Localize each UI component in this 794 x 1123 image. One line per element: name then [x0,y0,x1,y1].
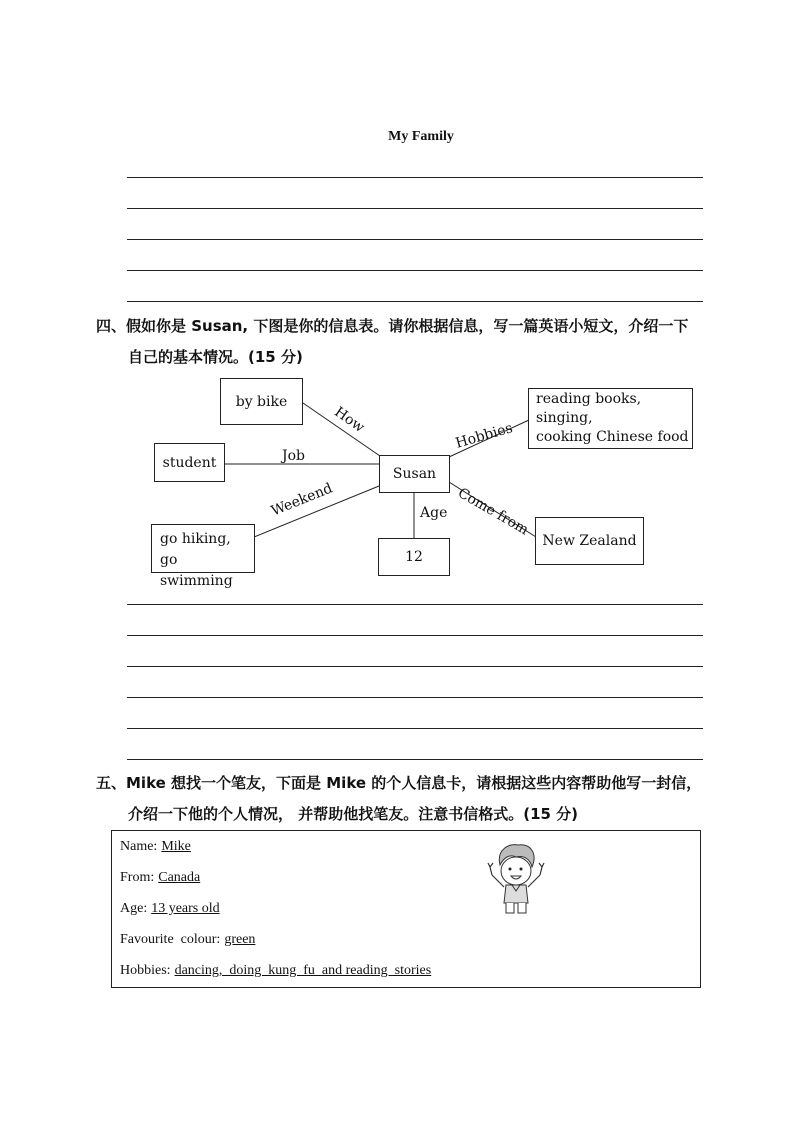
label-hobbies: Hobbies [453,420,515,452]
writing-line[interactable] [127,604,703,605]
node-hobbies [528,388,693,449]
question-4-line-2: 自己的基本情况。(15 分) [128,348,303,366]
label-how: How [331,404,368,436]
node-age-12: 12 [378,538,450,576]
cartoon-boy-illustration [486,841,546,915]
card-colour-row [120,932,255,948]
label-come-from: Come from [455,485,532,539]
question-5-line-2: 介绍一下他的个人情况， 并帮助他找笔友。注意书信格式。(15 分) [128,805,579,823]
card-age-label: Age: [120,901,148,916]
writing-line[interactable] [127,666,703,667]
label-weekend: Weekend [269,480,335,520]
writing-line[interactable] [127,697,703,698]
node-by-bike: by bike [220,378,303,425]
card-from-label: From: [120,870,155,885]
card-hobbies-row [120,963,431,979]
node-center-susan: Susan [379,455,450,493]
card-colour-value: green [224,932,256,947]
node-new-zealand: New Zealand [535,517,644,565]
node-student: student [154,443,225,482]
card-name-label: Name: [120,839,158,854]
essay-title: My Family [388,129,454,144]
node-weekend-activities [151,524,255,589]
hobbies-line-1: reading books, [536,391,642,407]
question-4-line-1: 四、假如你是 Susan, 下图是你的信息表。请你根据信息，写一篇英语小短文，介绍一下 [96,317,689,335]
card-from-value: Canada [158,870,201,885]
question-5-line-1: 五、Mike 想找一个笔友，下面是 Mike 的个人信息卡，请根据这些内容帮助他写一封信， [96,774,702,792]
info-card [111,830,701,988]
label-job: Job [282,448,306,464]
writing-line[interactable] [127,728,703,729]
label-age: Age [420,505,448,521]
card-hobbies-label: Hobbies: [120,963,171,978]
card-from-row [120,870,200,886]
card-hobbies-value: dancing, doing kung fu and reading stories [174,963,432,978]
card-age-row [120,901,220,917]
card-name-value: Mike [161,839,191,854]
card-age-value: 13 years old [151,901,220,916]
hobbies-line-3: cooking Chinese food [536,429,689,445]
writing-line[interactable] [127,635,703,636]
weekend-line-2: go swimming [160,552,233,589]
hobbies-line-2: singing, [536,410,593,426]
weekend-line-1: go hiking, [160,531,231,547]
card-name-row [120,839,191,855]
card-colour-label: Favourite colour: [120,932,221,947]
writing-line[interactable] [127,759,703,760]
